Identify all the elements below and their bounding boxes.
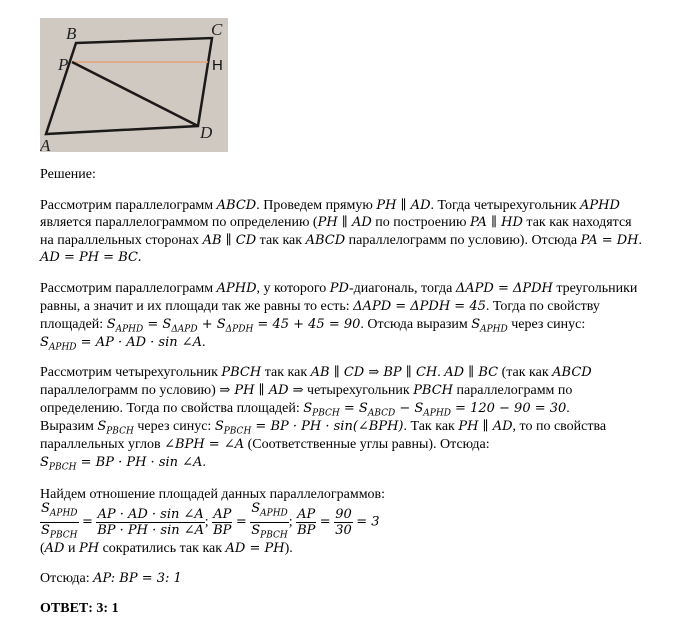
final-answer: ОТВЕТ: 3: 1 (40, 601, 119, 616)
p2-line1: Рассмотрим параллелограмм APHD, у которого PD-диагональ, тогда ΔAPD = ΔPDH треугольники (40, 281, 638, 296)
p3-line6: $S_{PBCH}$ = BP · PH · sin ∠A. (40, 455, 206, 473)
p3-line2: параллелограмм по условию) ⇒ PH ∥ AD ⇒ четырехугольник PBCH параллелограмм по (40, 383, 573, 398)
p2-line3: площадей: $S_{APHD} = S_{\Delta APD} + S_{\Delta PDH} = 45 + 45 = 90$. Отсюда выразим $S_{APHD}$ через синус: (40, 317, 586, 335)
p3-line4: Выразим $S_{PBCH}$ через синус: $S_{PBCH}$ = BP · PH · sin(∠BPH). Так как PH ∥ AD, то по свойства (40, 419, 607, 437)
fraction-90-30: $\frac{90}{30}$ (335, 506, 352, 538)
fraction-areas: $\frac{S_{APHD}}{S_{PBCH}}$ (251, 501, 288, 541)
label-b: B (66, 24, 77, 43)
p1-line3: на параллельных сторонах AB ∥ CD так как ABCD параллелограмм по условию). Отсюда PA = DH. (40, 233, 643, 248)
p2-line2: равны, а значит и их площади так же равны то есть: ΔAPD = ΔPDH = 45. Тогда по свойству (40, 299, 600, 314)
p4-line1: Найдем отношение площадей данных параллелограммов: (40, 487, 386, 502)
fraction-sine-form: $\frac{AP \cdot AD \cdot \sin \angle A}{BP \cdot PH \cdot \sin \angle A}$ (97, 506, 205, 538)
p1-line2: является параллелограммом по определению (PH ∥ AD по построению PA ∥ HD так как находятся (40, 215, 632, 230)
p3-line3: определению. Тогда по свойства площадей: $S_{PBCH} = S_{ABCD} - S_{APHD} = 120 - 90 = 30$. (40, 401, 570, 419)
p3-line1: Рассмотрим четырехугольник PBCH так как AB ∥ CD ⇒ BP ∥ CH. AD ∥ BC (так как ABCD (40, 365, 592, 380)
label-d: D (200, 123, 213, 142)
solution-heading: Решение: (40, 167, 96, 182)
p2-line4: $S_{APHD}$ = AP · AD · sin ∠A. (40, 335, 206, 353)
label-c: C (211, 20, 223, 39)
label-p: P (58, 55, 69, 74)
conclusion: Отсюда: AP: BP = 3: 1 (40, 571, 182, 586)
p1-line4: AD = PH = BC. (40, 250, 142, 265)
parallelogram-figure (40, 18, 228, 152)
label-h: H (212, 57, 223, 74)
fraction-ap-bp: $\frac{AP}{BP}$ (213, 506, 232, 538)
fraction-ap-bp-2: $\frac{AP}{BP}$ (297, 506, 316, 538)
label-a: A (40, 136, 51, 152)
p4-line3: (AD и PH сократились так как AD = PH). (40, 541, 293, 556)
p3-line5: параллельных углов ∠BPH = ∠A (Соответственные углы равны). Отсюда: (40, 437, 490, 452)
p1-line1: Рассмотрим параллелограмм ABCD. Проведем прямую PH ∥ AD. Тогда четырехугольник APHD (40, 198, 620, 213)
ratio-equation: $\frac{S_{APHD}}{S_{PBCH}}$ = $\frac{AP \cdot AD \cdot \sin \angle A}{BP \cdot PH \cdot \sin \angle A}$ ; $\frac{AP}{BP}$ = $\frac{S_{APHD}}{S_{PBCH}}$ ; $\frac{AP}{BP}$ = $\frac{90}{30}$ = 3 (40, 501, 660, 543)
fraction-s-aphd-over-s-pbch: $\frac{S_{APHD}}{S_{PBCH}}$ (41, 501, 78, 541)
